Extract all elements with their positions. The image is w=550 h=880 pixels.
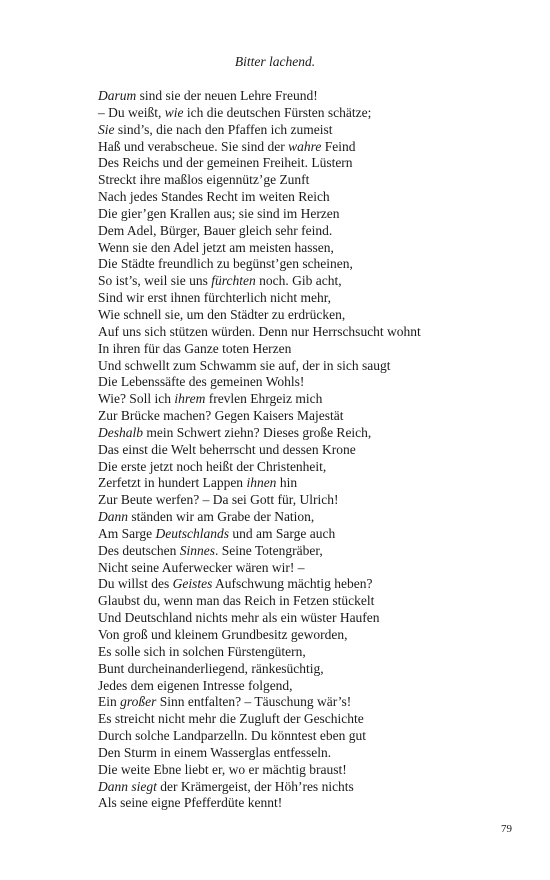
verse-text: Die Lebenssäfte des gemeinen Wohls! [98,374,305,390]
verse-text: In ihren für das Ganze toten Herzen [98,340,292,356]
emphasis-text: ihrem [174,391,206,407]
verse-line [98,290,518,307]
verse-line [98,779,518,796]
verse-text: frevlen Ehrgeiz mich [205,391,323,407]
verse-line [98,459,518,476]
verse-block [98,88,518,812]
stage-direction: Bitter lachend. [234,54,316,69]
verse-text: mein Schwert ziehn? Dieses große Reich, [143,424,372,440]
verse-line [98,391,518,408]
verse-line [98,694,518,711]
verse-line [98,610,518,627]
verse-line [98,745,518,762]
verse-text: hin [276,475,298,491]
verse-text: Des Reichs und der gemeinen Freiheit. Lüstern [98,155,353,171]
verse-line [98,526,518,543]
verse-text: Du willst des [98,576,173,592]
verse-text: Sinn entfalten? – Täuschung wär’s! [156,694,352,710]
verse-text: Des deutschen [98,542,180,558]
verse-text: Nach jedes Standes Recht im weiten Reich [98,189,330,205]
verse-text: Wie schnell sie, um den Städter zu erdrücken, [98,306,346,322]
verse-line [98,475,518,492]
verse-text: Die Städte freundlich zu begünst’gen scheinen, [98,256,353,272]
verse-text: Und Deutschland nichts mehr als ein wüster Haufen [98,610,380,626]
verse-text: Nicht seine Auferwecker wären wir! – [98,559,305,575]
verse-text: Zerfetzt in hundert Lappen [98,475,247,491]
emphasis-text: Geistes [172,576,213,592]
verse-text: Als seine eigne Pfefferdüte kennt! [98,795,283,811]
verse-line [98,374,518,391]
verse-text: sind’s, die nach den Pfaffen ich zumeist [114,121,333,137]
verse-line [98,560,518,577]
verse-line [98,644,518,661]
verse-line [98,543,518,560]
emphasis-text: Deshalb [98,424,143,440]
verse-line [98,678,518,695]
verse-text: Haß und verabscheue. Sie sind der [98,138,289,154]
emphasis-text: Darum [98,88,137,103]
verse-text: Wenn sie den Adel jetzt am meisten hassen, [98,239,334,255]
verse-text: Wie? Soll ich [98,391,175,407]
verse-text: Und schwellt zum Schwamm sie auf, der in sich saugt [98,357,391,373]
verse-text: Den Sturm in einem Wasserglas entfesseln. [98,744,332,760]
verse-text: Zur Beute werfen? – Da sei Gott für, Ulrich! [98,492,339,508]
emphasis-text: wie [164,104,184,120]
emphasis-text: großer [120,694,157,710]
verse-line [98,240,518,257]
verse-text: Streckt ihre maßlos eigennütz’ge Zunft [98,172,310,188]
verse-text: Es solle sich in solchen Fürstengütern, [98,643,306,659]
verse-text: Bunt durcheinanderliegend, ränkesüchtig, [98,660,324,676]
verse-text: Die gier’gen Krallen aus; sie sind im Herzen [98,205,340,221]
emphasis-text: Sinnes [179,542,215,558]
verse-text: Die weite Ebne liebt er, wo er mächtig braust! [98,761,347,777]
verse-line [98,341,518,358]
verse-text: So ist’s, weil sie uns [98,273,212,289]
verse-line [98,122,518,139]
verse-line [98,425,518,442]
verse-text: Zur Brücke machen? Gegen Kaisers Majestät [98,408,344,424]
verse-line [98,307,518,324]
verse-line [98,762,518,779]
verse-text: . Seine Totengräber, [214,542,323,558]
emphasis-text: fürchten [211,273,256,289]
verse-line [98,105,518,122]
emphasis-text: Dann [98,509,128,525]
verse-text: Aufschwung mächtig heben? [212,576,373,592]
verse-text: Die erste jetzt noch heißt der Christenheit, [98,458,327,474]
verse-text: – Du weißt, [98,104,165,120]
verse-text: Es streicht nicht mehr die Zugluft der Geschichte [98,711,364,727]
page-number: 79 [501,823,512,835]
verse-text: und am Sarge auch [229,525,336,541]
emphasis-text: wahre [288,138,322,154]
emphasis-text: ihnen [246,475,277,491]
verse-line [98,661,518,678]
verse-text: Auf uns sich stützen würden. Denn nur Herrschsucht wohnt [98,323,421,339]
verse-text: noch. Gib acht, [255,273,342,289]
verse-text: Von groß und kleinem Grundbesitz geworden, [98,627,348,642]
verse-text: Sind wir erst ihnen fürchterlich nicht mehr, [98,290,332,306]
verse-text: Am Sarge [98,525,156,541]
verse-line [98,256,518,273]
verse-line [98,189,518,206]
verse-line [98,576,518,593]
verse-text: ich die deutschen Fürsten schätze; [183,104,372,120]
emphasis-text: Deutschlands [155,525,229,541]
verse-line [98,408,518,425]
verse-text: sind sie der neuen Lehre Freund! [136,88,318,103]
emphasis-text: Dann siegt [98,778,157,794]
verse-line [98,223,518,240]
verse-text: Dem Adel, Bürger, Bauer gleich sehr feind. [98,222,333,238]
verse-text: Das einst die Welt beherrscht und dessen Krone [98,441,356,457]
verse-text: ständen wir am Grabe der Nation, [128,509,315,525]
verse-text: Jedes dem eigenen Intresse folgend, [98,677,293,693]
verse-line [98,139,518,156]
verse-line [98,728,518,745]
emphasis-text: Sie [98,121,115,137]
verse-line [98,795,518,812]
verse-line [98,324,518,341]
verse-line [98,358,518,375]
verse-line [98,442,518,459]
verse-line [98,273,518,290]
verse-line [98,172,518,189]
verse-line [98,593,518,610]
verse-line [98,206,518,223]
verse-text: der Krämergeist, der Höh’res nichts [156,778,354,794]
verse-text: Glaubst du, wenn man das Reich in Fetzen stückelt [98,593,375,609]
verse-line [98,627,518,644]
verse-line [98,711,518,728]
verse-text: Ein [98,694,121,710]
verse-text: Durch solche Landparzelln. Du könntest eben gut [98,728,367,744]
verse-line [98,155,518,172]
verse-text: Feind [321,138,356,154]
verse-line [98,509,518,526]
verse-line [98,492,518,509]
verse-line [98,88,518,105]
